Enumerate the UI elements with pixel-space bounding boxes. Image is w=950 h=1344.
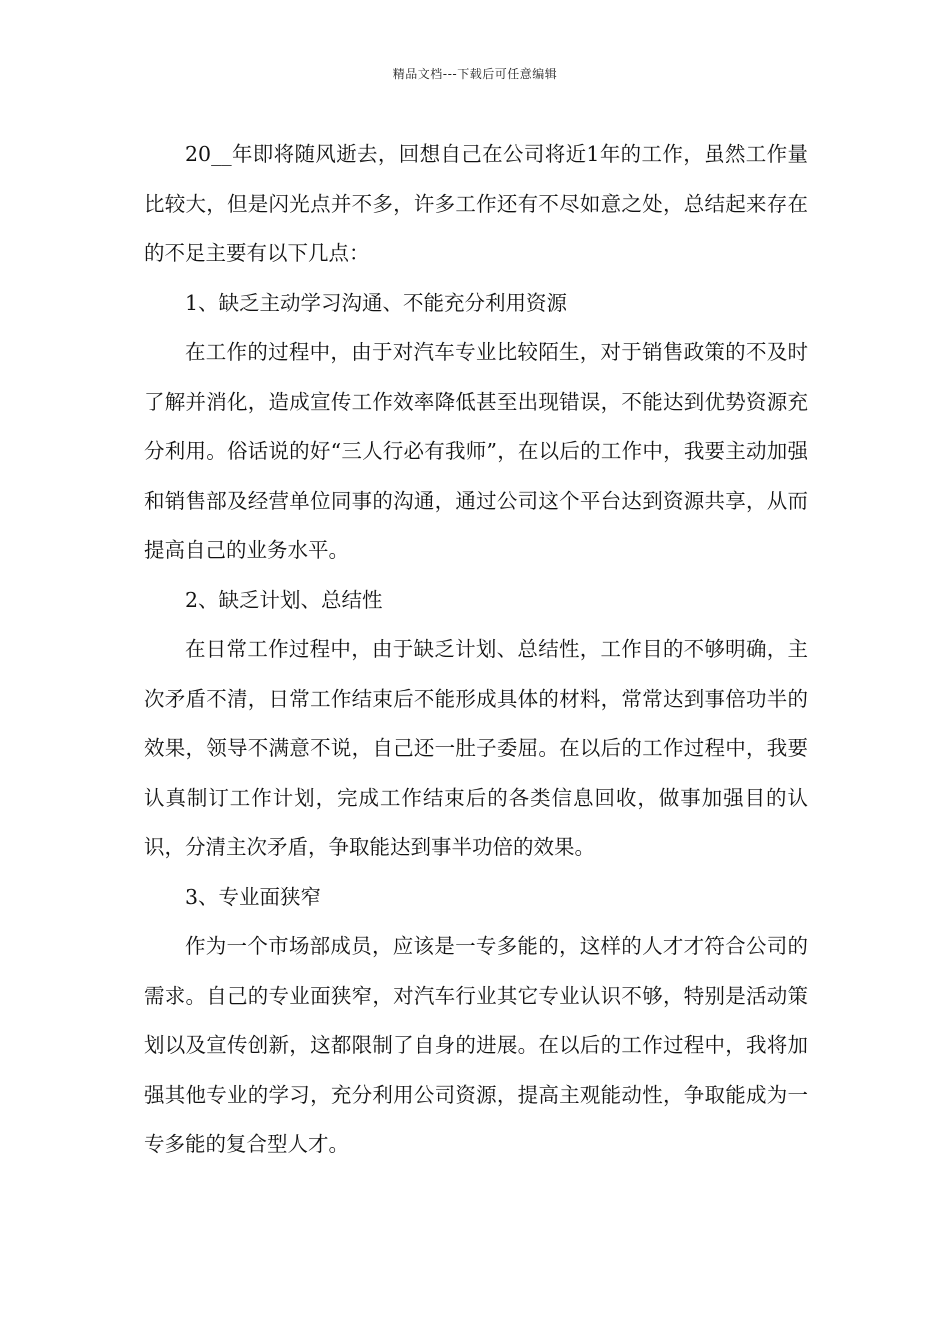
paragraph-section-1: 在工作的过程中，由于对汽车专业比较陌生，对于销售政策的不及时了解并消化，造成宣传工作效率降低甚至出现错误，不能达到优势资源充分利用。俗话说的好“三人行必有我师”，在以后的工作中，我要主动加强和销售部及经营单位同事的沟通，通过公司这个平台达到资源共享，从而提高自己的业务水平。 xyxy=(144,340,808,562)
section-heading-3: 3、专业面狭窄 xyxy=(185,884,322,909)
document-body xyxy=(144,130,808,1170)
paragraph-section-3: 作为一个市场部成员，应该是一专多能的，这样的人才才符合公司的需求。自己的专业面狭窄，对汽车行业其它专业认识不够，特别是活动策划以及宣传创新，这都限制了自身的进展。在以后的工作过程中，我将加强其他专业的学习，充分利用公司资源，提高主观能动性，争取能成为一专多能的复合型人才。 xyxy=(144,934,808,1156)
paragraph-intro: 20__年即将随风逝去，回想自己在公司将近1年的工作，虽然工作量比较大，但是闪光点并不多，许多工作还有不尽如意之处，总结起来存在的不足主要有以下几点： xyxy=(144,142,808,265)
section-heading-1: 1、缺乏主动学习沟通、不能充分利用资源 xyxy=(185,290,568,315)
page-header: 精品文档---下载后可任意编辑 xyxy=(392,67,558,81)
section-heading-2: 2、缺乏计划、总结性 xyxy=(185,587,383,612)
paragraph-section-2: 在日常工作过程中，由于缺乏计划、总结性，工作目的不够明确，主次矛盾不清，日常工作结束后不能形成具体的材料，常常达到事倍功半的效果，领导不满意不说，自己还一肚子委屈。在以后的工作过程中，我要认真制订工作计划，完成工作结束后的各类信息回收，做事加强目的认识，分清主次矛盾，争取能达到事半功倍的效果。 xyxy=(144,637,808,859)
